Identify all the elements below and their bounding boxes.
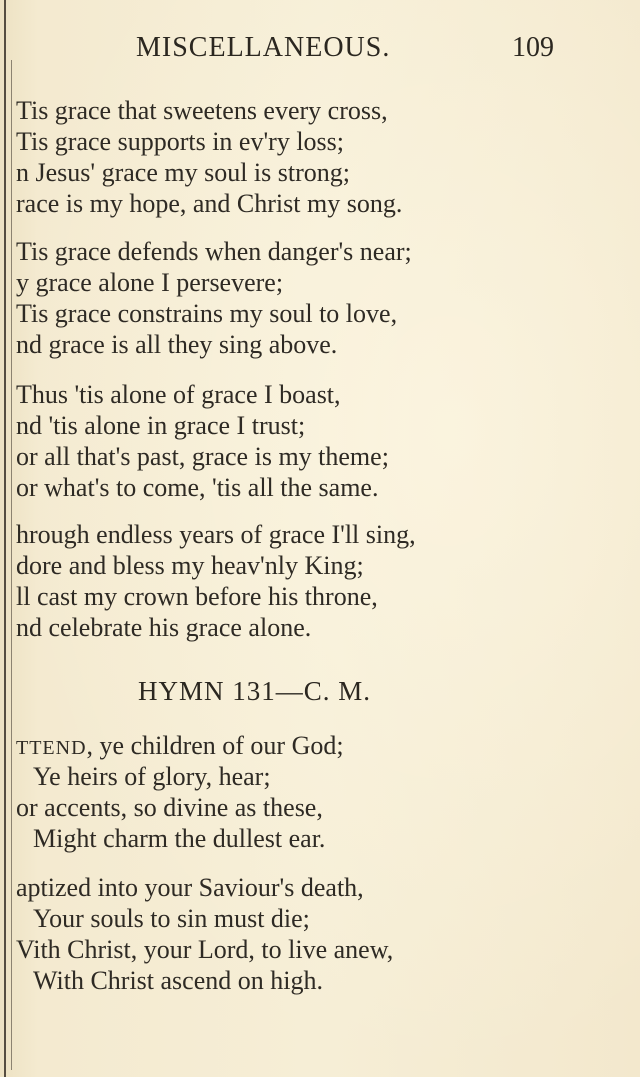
verse-line-rest: , ye children of our God;	[86, 731, 344, 760]
verse-line: ll cast my crown before his throne,	[16, 582, 378, 611]
verse-line: Vith Christ, your Lord, to live anew,	[16, 935, 394, 964]
verse-line: race is my hope, and Christ my song.	[16, 189, 403, 218]
verse-line: Thus 'tis alone of grace I boast,	[16, 380, 341, 409]
verse-line: With Christ ascend on high.	[33, 966, 323, 995]
verse-line: Tis grace that sweetens every cross,	[16, 96, 388, 125]
verse-line	[16, 731, 344, 763]
verse-line: or accents, so divine as these,	[16, 793, 323, 822]
binding-edge	[4, 0, 6, 1077]
running-head: MISCELLANEOUS.	[136, 32, 391, 63]
verse-line: nd celebrate his grace alone.	[16, 613, 312, 642]
hymn-title: HYMN 131—C. M.	[138, 676, 372, 706]
verse-line: nd grace is all they sing above.	[16, 330, 338, 359]
verse-line: Your souls to sin must die;	[33, 904, 310, 933]
verse-line: or what's to come, 'tis all the same.	[16, 473, 379, 502]
verse-line: nd 'tis alone in grace I trust;	[16, 411, 306, 440]
verse-line: dore and bless my heav'nly King;	[16, 551, 364, 580]
page-number: 109	[512, 32, 554, 63]
binding-edge-inner	[11, 60, 12, 1070]
verse-line: Tis grace supports in ev'ry loss;	[16, 127, 344, 156]
verse-line: Might charm the dullest ear.	[33, 824, 326, 853]
verse-line: Ye heirs of glory, hear;	[33, 762, 271, 791]
verse-line: y grace alone I persevere;	[16, 268, 284, 297]
verse-line: hrough endless years of grace I'll sing,	[16, 520, 416, 549]
verse-line: Tis grace defends when danger's near;	[16, 237, 412, 266]
verse-line: aptized into your Saviour's death,	[16, 873, 364, 902]
verse-line: or all that's past, grace is my theme;	[16, 442, 389, 471]
verse-line: Tis grace constrains my soul to love,	[16, 299, 398, 328]
verse-line: n Jesus' grace my soul is strong;	[16, 158, 350, 187]
drop-small-caps: TTEND	[16, 737, 87, 759]
